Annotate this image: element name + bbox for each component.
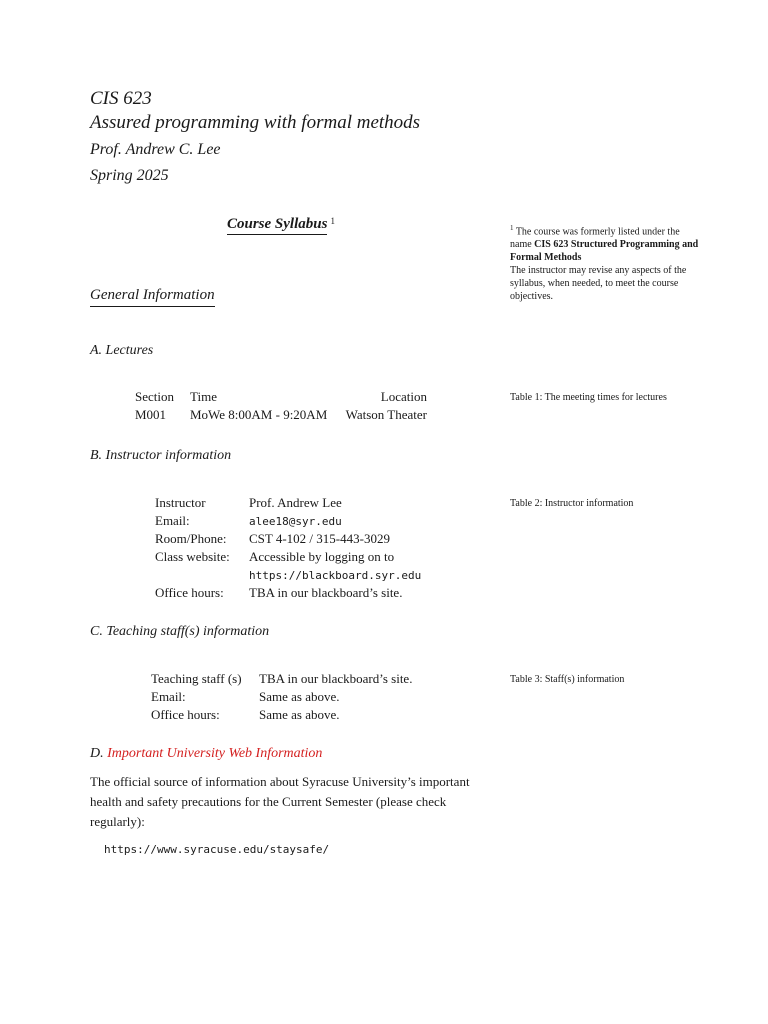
web-info-paragraph: The official source of information about Syracuse University’s important health and safety precautions for the Current Semester (please check regularly): <box>90 774 470 829</box>
margin-note <box>510 222 700 303</box>
row-value: TBA in our blackboard’s site. <box>259 671 413 686</box>
email-link[interactable]: alee18@syr.edu <box>249 514 342 528</box>
row-label: Teaching staff (s) <box>151 671 242 686</box>
row-label: Class website: <box>155 549 230 564</box>
course-title: Assured programming with formal methods <box>90 112 421 133</box>
staysafe-url[interactable]: https://www.syracuse.edu/staysafe/ <box>104 843 330 856</box>
syllabus-heading-text: Course Syllabus <box>227 216 327 235</box>
instructor-info-heading: B. Instructor information <box>90 448 232 463</box>
table-row <box>155 566 421 584</box>
row-value: Same as above. <box>259 707 340 722</box>
table-header-row <box>135 388 427 406</box>
lectures-heading: A. Lectures <box>90 343 154 358</box>
row-value: CST 4-102 / 315-443-3029 <box>249 531 390 546</box>
row-label: Email: <box>155 513 190 528</box>
table-2-caption: Table 2: Instructor information <box>510 498 634 509</box>
table-row <box>135 406 427 424</box>
margin-note-text-before: The course was formerly listed under the name <box>510 226 680 251</box>
blackboard-link[interactable]: https://blackboard.syr.edu <box>249 568 422 582</box>
margin-note-text-after: The instructor may revise any aspects of the syllabus, when needed, to meet the course objectives. <box>510 265 687 303</box>
row-label: Room/Phone: <box>155 531 227 546</box>
footnote-mark: 1 <box>330 216 335 226</box>
syllabus-heading <box>227 216 335 233</box>
instructor-table <box>155 494 421 602</box>
row-value: Prof. Andrew Lee <box>249 495 342 510</box>
row-label: Instructor <box>155 495 206 510</box>
staff-table <box>151 670 412 724</box>
web-info-prefix: D. <box>90 746 108 761</box>
col-section-header: Section <box>135 389 174 404</box>
general-information-heading: General Information <box>90 287 215 307</box>
row-label <box>155 566 249 584</box>
col-location-header: Location <box>380 389 427 404</box>
table-row <box>155 530 421 548</box>
instructor-name: Prof. Andrew C. Lee <box>90 141 221 158</box>
row-value: Same as above. <box>259 689 340 704</box>
cell-location: Watson Theater <box>345 407 427 422</box>
table-row <box>151 670 412 688</box>
row-value: Accessible by logging on to <box>249 549 395 564</box>
web-info-heading <box>90 746 322 762</box>
row-value: TBA in our blackboard’s site. <box>249 585 403 600</box>
row-label: Email: <box>151 689 186 704</box>
table-row <box>155 494 421 512</box>
table-row <box>155 584 421 602</box>
table-row <box>155 512 421 530</box>
margin-note-bold-name: CIS 623 Structured Programming and Formal Methods <box>510 239 699 264</box>
row-label: Office hours: <box>151 707 220 722</box>
margin-note-mark: 1 <box>510 224 514 232</box>
lectures-table <box>135 388 427 424</box>
row-label: Office hours: <box>155 585 224 600</box>
course-code: CIS 623 <box>90 88 152 109</box>
col-time-header: Time <box>190 389 217 404</box>
table-row <box>155 548 421 566</box>
table-1-caption: Table 1: The meeting times for lectures <box>510 392 667 403</box>
cell-time: MoWe 8:00AM - 9:20AM <box>190 407 328 422</box>
web-info-link[interactable]: Important University Web Information <box>107 746 323 761</box>
staff-info-heading: C. Teaching staff(s) information <box>90 624 270 639</box>
table-3-caption: Table 3: Staff(s) information <box>510 674 625 685</box>
term: Spring 2025 <box>90 167 169 184</box>
table-row <box>151 706 412 724</box>
cell-section: M001 <box>135 407 167 422</box>
table-row <box>151 688 412 706</box>
